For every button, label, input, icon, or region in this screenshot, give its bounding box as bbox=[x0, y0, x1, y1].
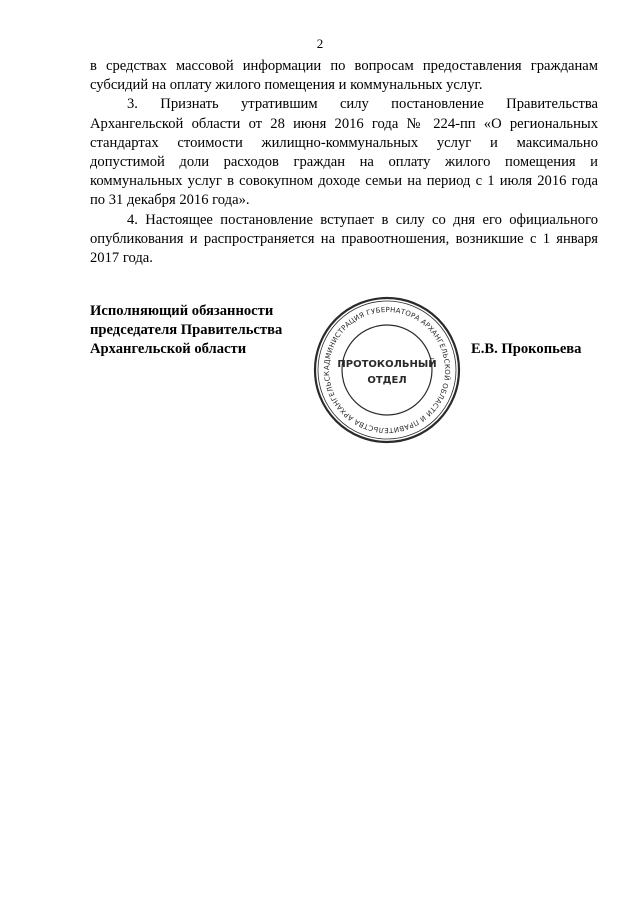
signatory-title-line-1: Исполняющий обязанности bbox=[90, 303, 274, 319]
page-number: 2 bbox=[316, 36, 324, 51]
official-stamp bbox=[307, 290, 467, 450]
stamp-center-line-2: ОТДЕЛ bbox=[367, 375, 407, 386]
document-body bbox=[90, 57, 598, 268]
signatory-name: Е.В. Прокопьева bbox=[471, 341, 582, 357]
stamp-ring-text: АДМИНИСТРАЦИЯ ГУБЕРНАТОРА АРХАНГЕЛЬСКОЙ ОБЛАСТИ И ПРАВИТЕЛЬСТВА АРХАНГЕЛЬСК bbox=[322, 305, 452, 435]
paragraph-3: 3. Признать утратившим силу постановление Правительства Архангельской области от 28 июня 2016 года № 224-пп «О региональных стандартах стоимости жилищно-коммунальных услуг и максимально допустимой доли расходов граждан на оплату жилого помещения и коммунальных услуг в совокупном доходе семьи на период с 1 июля 2016 года по 31 декабря 2016 года». bbox=[90, 96, 598, 209]
signatory-title-line-2: председателя Правительства bbox=[90, 322, 283, 338]
stamp-seal-icon bbox=[307, 290, 467, 450]
signatory-title-line-3: Архангельской области bbox=[90, 341, 247, 357]
signatory-title bbox=[90, 302, 282, 359]
stamp-center-line-1: ПРОТОКОЛЬНЫЙ bbox=[337, 359, 437, 370]
paragraph-4: 4. Настоящее постановление вступает в силу со дня его официального опубликования и распространяется на правоотношения, возникшие с 1 января 2017 года. bbox=[90, 211, 598, 267]
paragraph-2-continuation: в средствах массовой информации по вопросам предоставления гражданам субсидий на оплату жилого помещения и коммунальных услуг. bbox=[90, 58, 598, 94]
